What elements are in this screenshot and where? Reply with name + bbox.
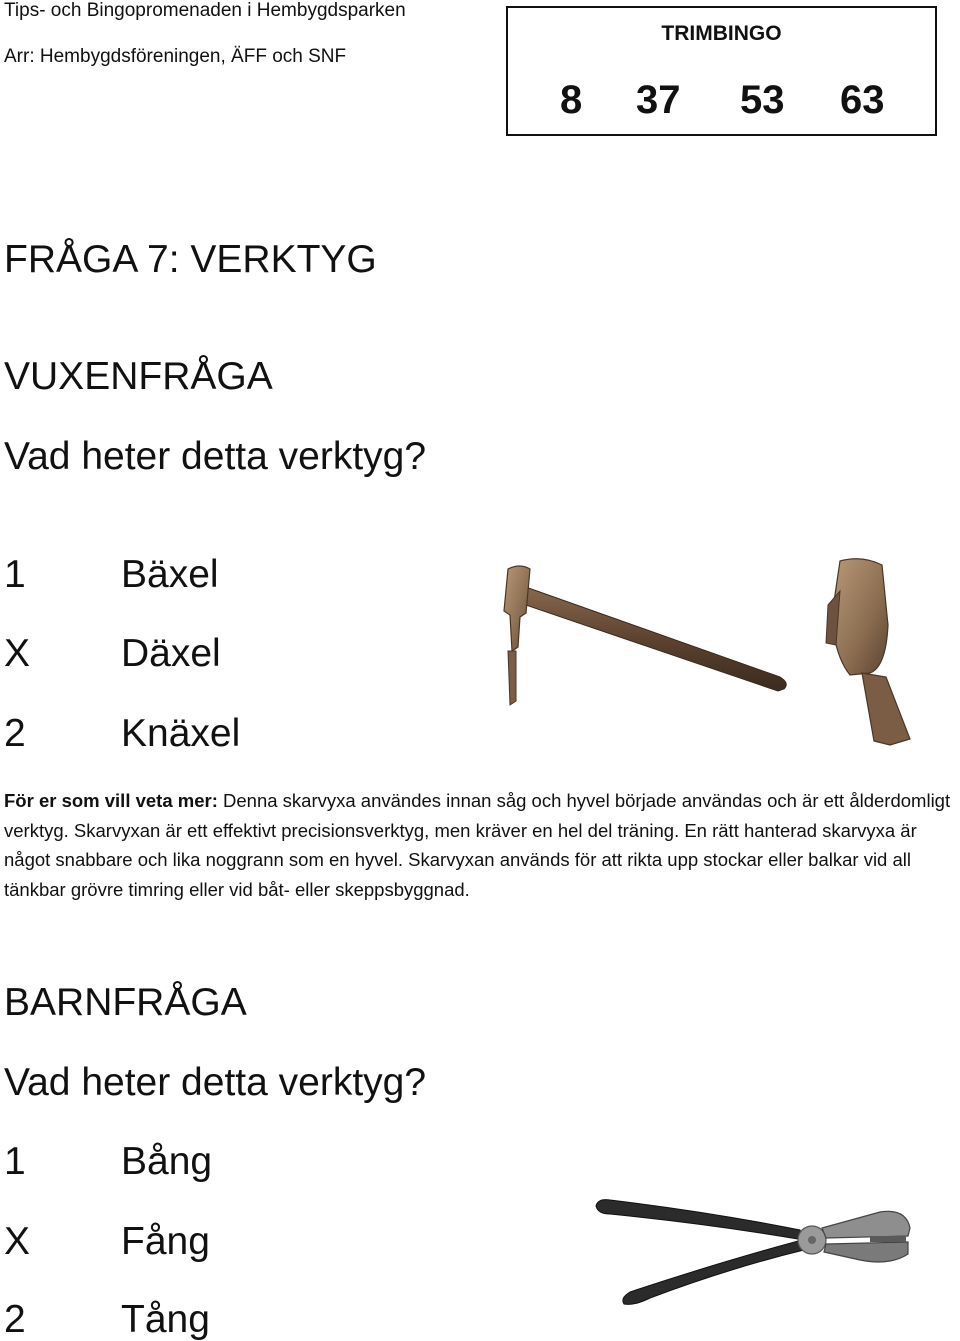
adult-heading: VUXENFRÅGA (4, 355, 273, 398)
more-info-text: Denna skarvyxa användes innan såg och hyvel började användas och är ett ålderdomligt verktyg. Skarvyxan är ett effektivt precisionsverktyg, men kräver en hel del träning. En rätt hanterad skarvyxa är något snabbare och lika noggrann som en hyvel. Skarvyxan används för att rikta upp stockar eller balkar vid all tänkbar grövre timring eller vid båt- eller skeppsbyggnad. (4, 790, 951, 900)
adult-prompt: Vad heter detta verktyg? (4, 435, 427, 478)
adult-option-label: Knäxel (121, 712, 241, 755)
child-option-key: X (4, 1220, 31, 1263)
child-option-label: Bång (121, 1140, 213, 1183)
header-line-2: Arr: Hembygdsföreningen, ÄFF och SNF (4, 46, 347, 67)
header-line-1: Tips- och Bingopromenaden i Hembygdsparken (4, 0, 406, 21)
bingo-title: TRIMBINGO (661, 22, 782, 45)
bingo-number: 37 (636, 78, 681, 122)
child-prompt: Vad heter detta verktyg? (4, 1061, 427, 1104)
more-info-label: För er som vill veta mer: (4, 790, 218, 811)
adult-option-key: 1 (4, 553, 26, 596)
child-heading: BARNFRÅGA (4, 981, 247, 1024)
adult-option-key: X (4, 632, 31, 675)
adult-option-label: Däxel (121, 632, 221, 675)
child-option-label: Fång (121, 1220, 210, 1263)
child-option-key: 1 (4, 1140, 26, 1183)
adze-icon (490, 555, 925, 750)
bingo-number: 8 (560, 78, 583, 122)
child-option-key: 2 (4, 1298, 26, 1341)
adult-option-label: Bäxel (121, 553, 219, 596)
question-title: FRÅGA 7: VERKTYG (4, 238, 377, 281)
adult-option-key: 2 (4, 712, 26, 755)
more-info-paragraph (4, 786, 960, 904)
bingo-number: 53 (740, 78, 785, 122)
child-option-label: Tång (121, 1298, 210, 1341)
bingo-box (506, 6, 937, 136)
pliers-icon (590, 1188, 920, 1308)
bingo-number: 63 (840, 78, 885, 122)
